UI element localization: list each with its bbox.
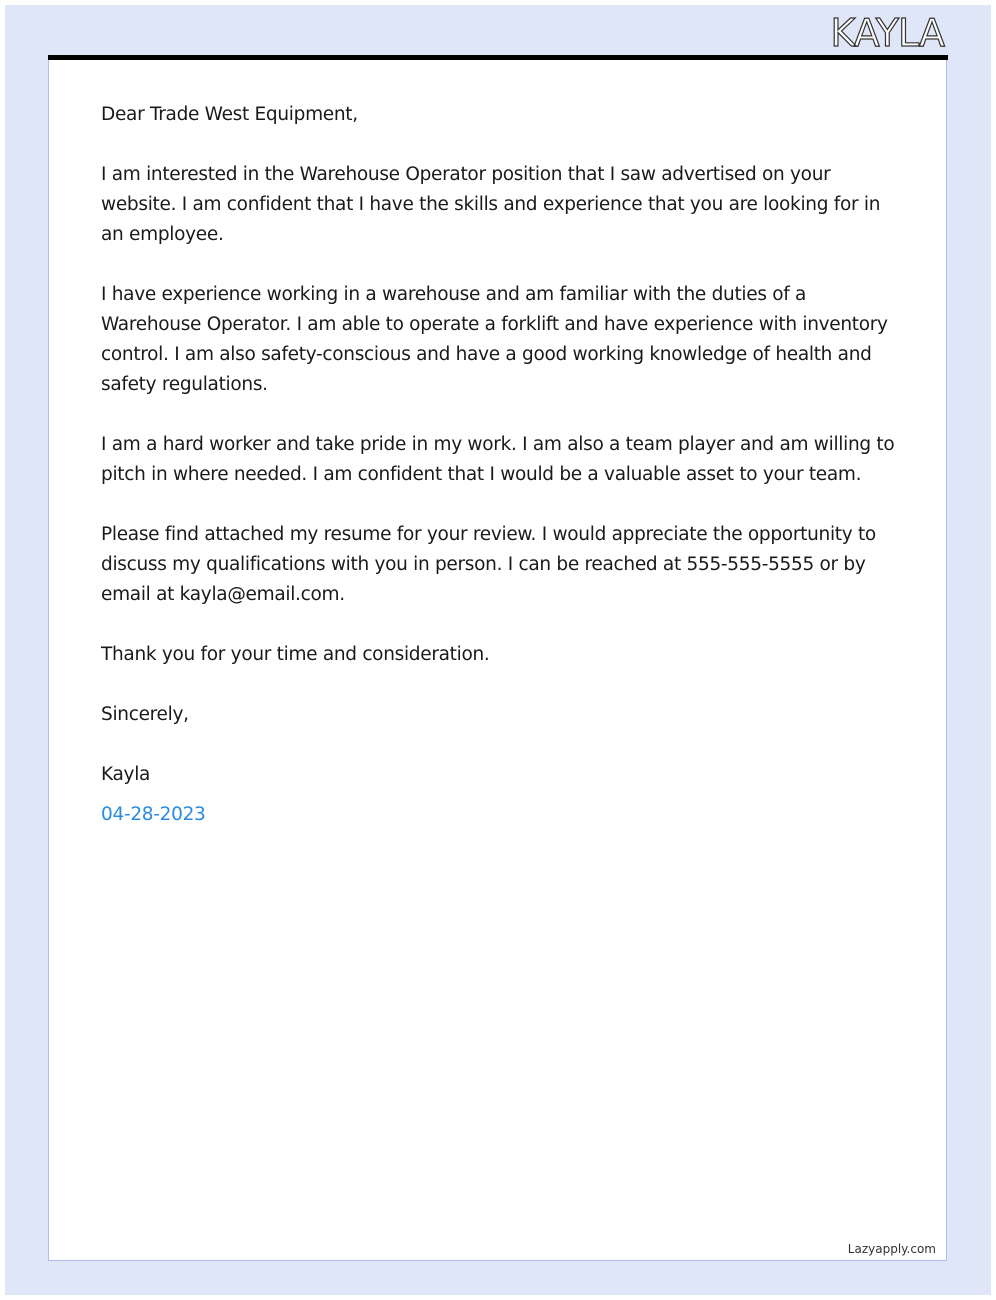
paragraph-thanks: Thank you for your time and consideration. (101, 644, 490, 665)
paragraph-qualities: I am a hard worker and take pride in my work. I am also a team player and am willing to pitch in where needed. I am confident that I would be a valuable asset to your team. (101, 434, 895, 485)
letter-page (48, 60, 947, 1261)
paragraph-contact: Please find attached my resume for your review. I would appreciate the opportunity to discuss my qualifications with you in person. I can be reached at 555-555-5555 or by email at kayla@email.com. (101, 524, 876, 605)
letter-date: 04-28-2023 (101, 804, 206, 825)
signature: Kayla (101, 764, 151, 785)
paragraph-experience: I have experience working in a warehouse and am familiar with the duties of a Warehouse Operator. I am able to operate a forklift and have experience with inventory control. I am also safety-conscious and have a good working knowledge of health and safety regulations. (101, 284, 888, 395)
salutation: Dear Trade West Equipment, (101, 104, 358, 125)
footer-brand: Lazyapply.com (847, 1242, 936, 1256)
header-name: KAYLA (830, 11, 944, 55)
letter-body (101, 100, 901, 860)
paragraph-interest: I am interested in the Warehouse Operator position that I saw advertised on your website. I am confident that I have the skills and experience that you are looking for in an employee. (101, 164, 881, 245)
closing: Sincerely, (101, 704, 189, 725)
